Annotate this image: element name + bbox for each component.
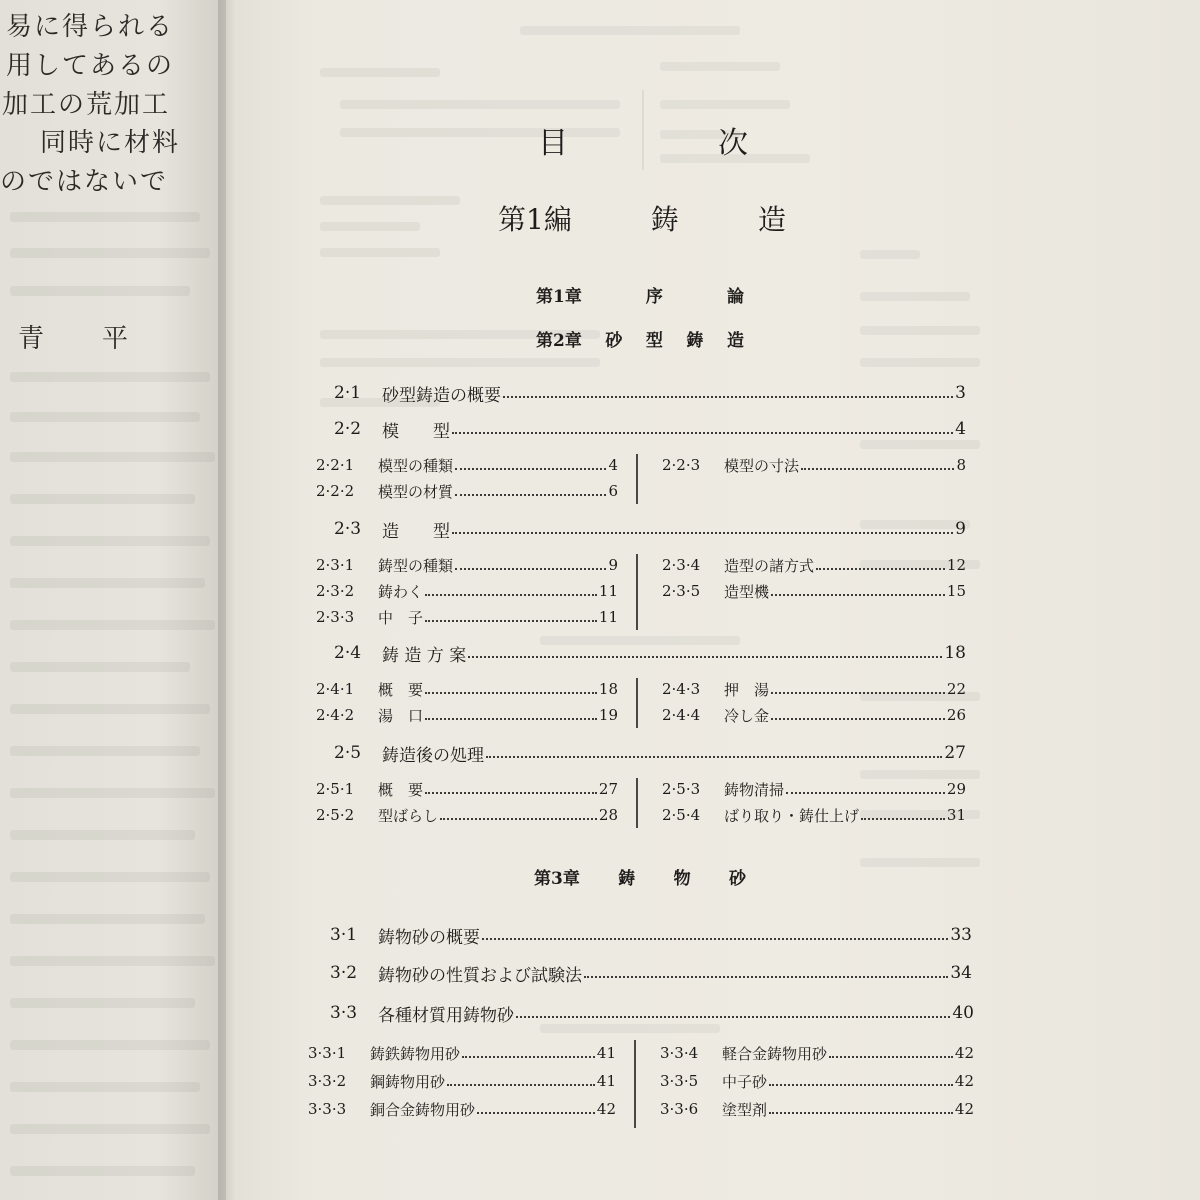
dot-leader xyxy=(584,976,948,978)
subsection-number: 3·3·6 xyxy=(660,1100,699,1118)
show-through-line xyxy=(10,704,210,714)
chapter-heading xyxy=(536,282,744,307)
page-number: 26 xyxy=(946,706,966,724)
subsection-number: 2·5·1 xyxy=(316,780,355,798)
section-number: 2·4 xyxy=(334,643,362,663)
subsection-number: 2·4·3 xyxy=(662,680,701,698)
column-divider xyxy=(634,1040,636,1128)
dot-leader xyxy=(516,1016,950,1018)
left-text-fragment: 青 平 xyxy=(18,324,131,354)
page-number: 27 xyxy=(598,780,618,798)
toc-subsection-row[interactable] xyxy=(308,1068,616,1094)
page-number: 8 xyxy=(956,456,966,474)
dot-leader xyxy=(771,718,945,720)
dot-leader xyxy=(503,396,953,398)
chapter-number: 第3章 xyxy=(534,869,580,889)
section-title: 砂型鋳造の概要 xyxy=(382,385,501,406)
chapter-heading xyxy=(534,864,746,889)
show-through-line xyxy=(320,358,600,367)
toc-subsection-row[interactable] xyxy=(316,802,618,828)
show-through-line xyxy=(10,830,195,840)
dot-leader xyxy=(440,818,597,820)
show-through-line xyxy=(660,100,790,109)
toc-section-row[interactable] xyxy=(330,1000,974,1026)
toc-subsection-row[interactable] xyxy=(316,702,618,728)
dot-leader xyxy=(477,1112,595,1114)
subsection-title: 軽合金鋳物用砂 xyxy=(722,1044,828,1063)
subsection-number: 2·4·4 xyxy=(662,706,701,724)
toc-subsection-row[interactable] xyxy=(660,1068,974,1094)
subsection-number: 3·3·2 xyxy=(308,1072,347,1090)
toc-subsection-row[interactable] xyxy=(662,802,966,828)
show-through-line xyxy=(320,222,420,231)
section-number: 2·1 xyxy=(334,383,362,403)
subsection-number: 2·3·1 xyxy=(316,556,355,574)
show-through-line xyxy=(10,1124,210,1134)
subsection-title: 中 子 xyxy=(378,608,424,627)
toc-subsection-row[interactable] xyxy=(660,1040,974,1066)
show-through-line xyxy=(10,452,215,462)
dot-leader xyxy=(425,692,597,694)
page-number: 11 xyxy=(598,582,618,600)
dot-leader xyxy=(452,432,953,434)
toc-subsection-row[interactable] xyxy=(662,578,966,604)
dot-leader xyxy=(455,468,606,470)
toc-section-row[interactable] xyxy=(334,416,966,442)
subsection-title: 造型機 xyxy=(724,582,770,601)
toc-subsection-row[interactable] xyxy=(662,452,966,478)
dot-leader xyxy=(425,792,597,794)
dot-leader xyxy=(425,620,597,622)
column-divider xyxy=(636,454,638,504)
chapter-title-char: 造 xyxy=(726,331,744,351)
show-through-line xyxy=(10,494,195,504)
page-number: 19 xyxy=(598,706,618,724)
show-through-line xyxy=(320,248,440,257)
left-text-fragment: 易に得られる xyxy=(6,12,175,42)
dot-leader xyxy=(462,1056,595,1058)
page-number: 4 xyxy=(955,419,966,439)
dot-leader xyxy=(455,494,606,496)
subsection-number: 2·2·3 xyxy=(662,456,701,474)
toc-subsection-row[interactable] xyxy=(316,676,618,702)
subsection-title: 鋳鉄鋳物用砂 xyxy=(370,1044,461,1063)
page-number: 15 xyxy=(946,582,966,600)
section-number: 3·1 xyxy=(330,925,358,945)
dot-leader xyxy=(786,792,945,794)
toc-subsection-row[interactable] xyxy=(660,1096,974,1122)
page-number: 42 xyxy=(954,1072,974,1090)
dot-leader xyxy=(452,532,953,534)
subsection-number: 2·2·1 xyxy=(316,456,355,474)
show-through-line xyxy=(10,212,200,222)
subsection-title: 鋳型の種類 xyxy=(378,556,454,575)
chapter-number: 第1章 xyxy=(536,287,582,307)
show-through-line xyxy=(10,412,200,422)
page-number: 34 xyxy=(950,963,972,983)
section-title: 模 型 xyxy=(382,421,450,442)
toc-subsection-row[interactable] xyxy=(308,1040,616,1066)
show-through-line xyxy=(340,100,620,109)
dot-leader xyxy=(769,1084,953,1086)
toc-subsection-row[interactable] xyxy=(316,578,618,604)
toc-section-row[interactable] xyxy=(334,516,966,542)
dot-leader xyxy=(486,756,942,758)
show-through-line xyxy=(10,286,190,296)
page-number: 11 xyxy=(598,608,618,626)
subsection-number: 2·3·2 xyxy=(316,582,355,600)
show-through-line xyxy=(660,62,780,71)
part-number: 第1編 xyxy=(498,203,572,236)
show-through-line xyxy=(860,250,920,259)
show-through-line xyxy=(10,662,190,672)
show-through-line xyxy=(10,956,215,966)
section-title: 鋳造後の処理 xyxy=(382,745,484,766)
subsection-number: 2·5·4 xyxy=(662,806,701,824)
section-title: 鋳物砂の性質および試験法 xyxy=(378,965,582,986)
subsection-number: 2·5·2 xyxy=(316,806,355,824)
column-divider xyxy=(636,554,638,630)
section-title: 造 型 xyxy=(382,521,450,542)
subsection-number: 2·2·2 xyxy=(316,482,355,500)
toc-section-row[interactable] xyxy=(334,740,966,766)
subsection-number: 3·3·4 xyxy=(660,1044,699,1062)
left-text-fragment: 用してあるの xyxy=(6,51,175,81)
toc-title-char: 目 xyxy=(538,126,568,161)
subsection-title: 中子砂 xyxy=(722,1072,768,1091)
page-number: 42 xyxy=(596,1100,616,1118)
subsection-number: 3·3·5 xyxy=(660,1072,699,1090)
chapter-title-char: 型 xyxy=(645,331,663,351)
toc-subsection-row[interactable] xyxy=(662,702,966,728)
toc-title-char: 次 xyxy=(718,126,748,161)
section-title: 各種材質用鋳物砂 xyxy=(378,1005,514,1026)
subsection-title: 造型の諸方式 xyxy=(724,556,815,575)
toc-section-row[interactable] xyxy=(330,960,972,986)
subsection-number: 3·3·1 xyxy=(308,1044,347,1062)
page-number: 6 xyxy=(608,482,618,500)
page-number: 4 xyxy=(608,456,618,474)
page-number: 3 xyxy=(955,383,966,403)
toc-subsection-row[interactable] xyxy=(662,552,966,578)
section-number: 3·3 xyxy=(330,1003,358,1023)
toc-subsection-row[interactable] xyxy=(316,604,618,630)
chapter-heading xyxy=(536,326,744,351)
part-title-char: 鋳 xyxy=(650,203,679,236)
toc-subsection-row[interactable] xyxy=(316,776,618,802)
chapter-title-char: 物 xyxy=(673,869,691,889)
dot-leader xyxy=(468,656,942,658)
section-number: 3·2 xyxy=(330,963,358,983)
show-through-line xyxy=(10,578,205,588)
page-number: 29 xyxy=(946,780,966,798)
dot-leader xyxy=(816,568,945,570)
page-number: 9 xyxy=(608,556,618,574)
left-page xyxy=(0,0,226,1200)
section-title: 鋳物砂の概要 xyxy=(378,927,480,948)
subsection-title: 概 要 xyxy=(378,680,424,699)
show-through-line xyxy=(10,620,215,630)
page-number: 18 xyxy=(598,680,618,698)
subsection-number: 2·3·5 xyxy=(662,582,701,600)
left-text-fragment: 加工の荒加工 xyxy=(2,90,171,120)
subsection-title: 湯 口 xyxy=(378,706,424,725)
page-number: 42 xyxy=(954,1100,974,1118)
page-number: 40 xyxy=(952,1003,974,1023)
show-through-line xyxy=(10,1082,200,1092)
show-through-line xyxy=(10,746,200,756)
toc-section-row[interactable] xyxy=(334,640,966,666)
page-number: 22 xyxy=(946,680,966,698)
show-through-line xyxy=(860,326,980,335)
section-title: 鋳 造 方 案 xyxy=(382,645,467,666)
chapter-title-char: 論 xyxy=(727,287,744,307)
chapter-title-char: 序 xyxy=(645,287,663,307)
toc-subsection-row[interactable] xyxy=(662,776,966,802)
dot-leader xyxy=(829,1056,953,1058)
dot-leader xyxy=(801,468,954,470)
page-number: 41 xyxy=(596,1072,616,1090)
page-number: 41 xyxy=(596,1044,616,1062)
subsection-title: 模型の材質 xyxy=(378,482,454,501)
left-text-fragment: 同時に材料 xyxy=(40,128,181,158)
subsection-number: 2·3·3 xyxy=(316,608,355,626)
show-through-line xyxy=(10,1040,210,1050)
dot-leader xyxy=(425,718,597,720)
subsection-title: 型ばらし xyxy=(378,806,439,825)
show-through-line xyxy=(10,872,210,882)
show-through-line xyxy=(860,292,970,301)
part-title-char: 造 xyxy=(757,203,786,236)
toc-subsection-row[interactable] xyxy=(316,452,618,478)
page-number: 42 xyxy=(954,1044,974,1062)
show-through-line xyxy=(10,788,215,798)
chapter-title-char: 鋳 xyxy=(686,331,704,351)
page-number: 28 xyxy=(598,806,618,824)
subsection-title: 冷し金 xyxy=(724,706,770,725)
toc-subsection-row[interactable] xyxy=(316,552,618,578)
show-through-line xyxy=(10,248,210,258)
section-number: 2·5 xyxy=(334,743,362,763)
toc-subsection-row[interactable] xyxy=(662,676,966,702)
subsection-title: 模型の寸法 xyxy=(724,456,800,475)
toc-section-row[interactable] xyxy=(334,380,966,406)
subsection-number: 2·5·3 xyxy=(662,780,701,798)
page-number: 31 xyxy=(946,806,966,824)
left-text-fragment: のではないで xyxy=(0,167,169,197)
chapter-title-char: 砂 xyxy=(605,331,623,351)
dot-leader xyxy=(455,568,606,570)
show-through-line xyxy=(520,26,740,35)
toc-title xyxy=(538,118,748,162)
subsection-title: 塗型剤 xyxy=(722,1100,768,1119)
subsection-title: 銅合金鋳物用砂 xyxy=(370,1100,476,1119)
toc-subsection-row[interactable] xyxy=(308,1096,616,1122)
chapter-title-char: 鋳 xyxy=(618,869,636,889)
subsection-number: 3·3·3 xyxy=(308,1100,347,1118)
page-number: 27 xyxy=(944,743,966,763)
part-title xyxy=(498,198,786,238)
subsection-number: 2·4·2 xyxy=(316,706,355,724)
show-through-line xyxy=(320,196,460,205)
column-divider xyxy=(636,778,638,828)
toc-subsection-row[interactable] xyxy=(316,478,618,504)
subsection-title: 概 要 xyxy=(378,780,424,799)
show-through-line xyxy=(10,998,195,1008)
dot-leader xyxy=(482,938,948,940)
dot-leader xyxy=(771,594,945,596)
section-number: 2·2 xyxy=(334,419,362,439)
section-number: 2·3 xyxy=(334,519,362,539)
dot-leader xyxy=(861,818,945,820)
page-number: 33 xyxy=(950,925,972,945)
show-through-line xyxy=(860,858,980,867)
subsection-number: 2·4·1 xyxy=(316,680,355,698)
show-through-line xyxy=(10,914,205,924)
page-number: 12 xyxy=(946,556,966,574)
show-through-line xyxy=(10,1166,195,1176)
dot-leader xyxy=(771,692,945,694)
subsection-title: 模型の種類 xyxy=(378,456,454,475)
page-number: 9 xyxy=(955,519,966,539)
chapter-number: 第2章 xyxy=(536,331,582,351)
subsection-title: 鋳物清掃 xyxy=(724,780,785,799)
subsection-number: 2·3·4 xyxy=(662,556,701,574)
show-through-line xyxy=(860,358,980,367)
chapter-title-char: 砂 xyxy=(728,869,746,889)
show-through-line xyxy=(320,68,440,77)
show-through-line xyxy=(10,372,210,382)
dot-leader xyxy=(769,1112,953,1114)
dot-leader xyxy=(447,1084,595,1086)
column-divider xyxy=(636,678,638,728)
subsection-title: 鋳わく xyxy=(378,582,424,601)
page-number: 18 xyxy=(944,643,966,663)
subsection-title: 鋼鋳物用砂 xyxy=(370,1072,446,1091)
subsection-title: ばり取り・鋳仕上げ xyxy=(724,806,860,825)
toc-section-row[interactable] xyxy=(330,922,972,948)
show-through-line xyxy=(10,536,210,546)
subsection-title: 押 湯 xyxy=(724,680,770,699)
dot-leader xyxy=(425,594,597,596)
